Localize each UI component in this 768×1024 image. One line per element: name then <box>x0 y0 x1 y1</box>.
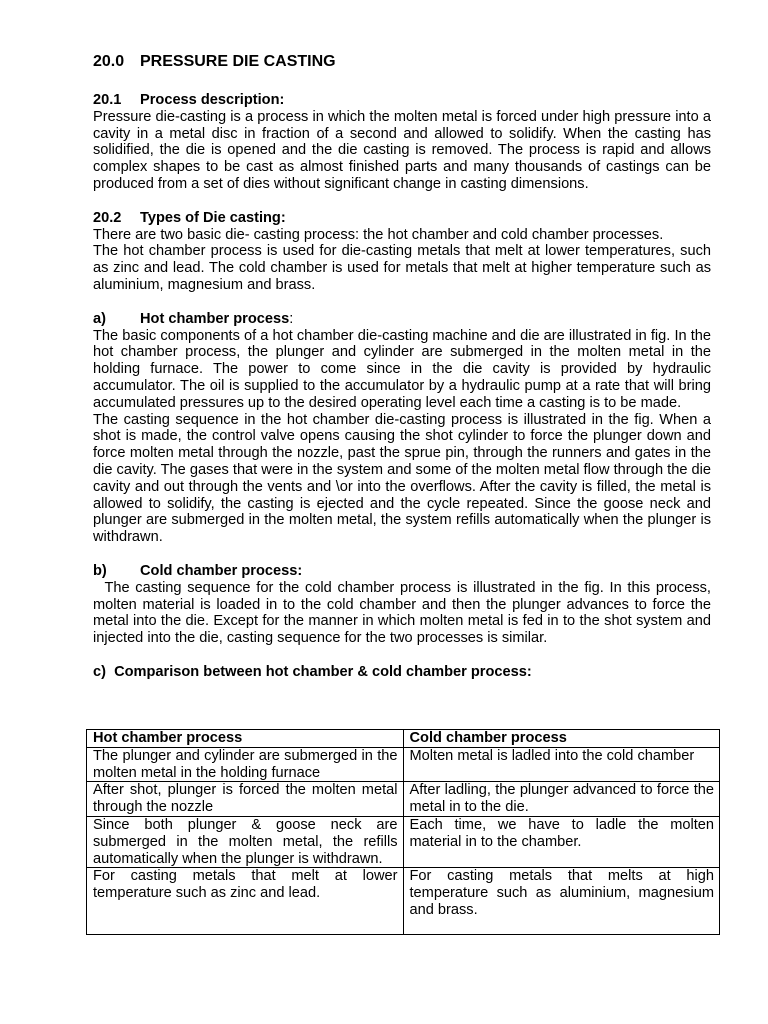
table-cell: After shot, plunger is forced the molten metal through the nozzle <box>87 782 404 817</box>
paragraph: The basic components of a hot chamber die-casting machine and die are illustrated in fig. In the hot chamber process, the plunger and cylinder are submerged in the molten metal in the holding furnace. The power to come since in the die cavity is provided by hydraulic accumulator. The oil is supplied to the accumulator by a hydraulic pump at a rate that will bring accumulated pressures up to the desired operating level each time a casting is to be made. <box>93 327 711 411</box>
title-number: 20.0 <box>93 53 125 70</box>
section-types <box>93 210 711 294</box>
table-row <box>87 782 720 817</box>
paragraph: Pressure die-casting is a process in which the molten metal is forced under high pressure into a cavity in a metal disc in fraction of a second and allowed to solidify. When the casting has solidified, the die is opened and the die casting is removed. The process is rapid and allows complex shapes to be cast as almost finished parts and many thousands of castings can be produced from a set of dies without significant change in casting dimensions. <box>93 108 711 192</box>
table-cell: Molten metal is ladled into the cold chamber <box>403 747 720 782</box>
table-cell: For casting metals that melts at high temperature such as aluminium, magnesium and brass. <box>403 868 720 935</box>
section-process-description <box>93 92 711 193</box>
table-row <box>87 868 720 935</box>
section-label: a) <box>93 310 106 327</box>
table-cell: Since both plunger & goose neck are submerged in the molten metal, the refills automatically when the plunger is withdrawn. <box>87 816 404 867</box>
table-header: Hot chamber process <box>87 730 404 748</box>
table-cell: The plunger and cylinder are submerged in the molten metal in the holding furnace <box>87 747 404 782</box>
section-heading-text: Hot chamber process <box>140 310 290 327</box>
heading-colon: : <box>289 310 294 327</box>
paragraph: There are two basic die- casting process: the hot chamber and cold chamber processes. <box>93 226 664 243</box>
section-heading <box>93 92 711 109</box>
comparison-heading: c) Comparison between hot chamber & cold chamber process: <box>93 663 532 680</box>
section-number: 20.1 <box>93 92 122 108</box>
section-heading <box>93 210 711 227</box>
section-cold-chamber <box>93 562 716 647</box>
section-heading <box>93 311 711 328</box>
paragraph: The hot chamber process is used for die-casting metals that melt at lower temperatures, such as zinc and lead. The cold chamber is used for metals that melt at higher temperature such as aluminium, magnesium and brass. <box>93 243 711 293</box>
table-cell: After ladling, the plunger advanced to force the metal in to the die. <box>403 782 720 817</box>
page-title <box>93 52 711 72</box>
section-hot-chamber <box>93 311 711 546</box>
document-page <box>93 52 716 698</box>
section-heading <box>93 563 711 580</box>
table-cell: Each time, we have to ladle the molten material in to the chamber. <box>403 816 720 867</box>
comparison-table <box>86 729 720 935</box>
section-heading-text: Process description: <box>140 92 285 108</box>
title-text: PRESSURE DIE CASTING <box>140 53 336 70</box>
table-cell: For casting metals that melt at lower temperature such as zinc and lead. <box>87 868 404 935</box>
table-header: Cold chamber process <box>403 730 720 748</box>
paragraph: The casting sequence in the hot chamber die-casting process is illustrated in the fig. When a shot is made, the control valve opens causing the shot cylinder to force the plunger down and force molten metal through the nozzle, past the sprue pin, through the runners and gates in the die cavity. The gases that were in the system and some of the molten metal flow through the die cavity and out through the vents and \or into the overflows. After the cavity is filled, the metal is allowed to solidify, the casting is ejected and the cycle repeated. Since the goose neck and plunger are submerged in the molten metal, the system refills automatically when the plunger is withdrawn. <box>93 411 711 546</box>
section-label: b) <box>93 562 107 579</box>
section-heading-text: Types of Die casting: <box>140 209 286 226</box>
table-row <box>87 747 720 782</box>
table-header-row <box>87 730 720 748</box>
table-row <box>87 816 720 867</box>
section-number: 20.2 <box>93 209 122 226</box>
section-heading-text: Cold chamber process: <box>140 562 303 579</box>
paragraph: The casting sequence for the cold chamber process is illustrated in the fig. In this process, molten material is loaded in to the cold chamber and then the plunger advances to force the metal into the die. Except for the manner in which molten metal is fed in to the shot system and injected into the die, casting sequence for the two processes is similar. <box>93 579 716 647</box>
